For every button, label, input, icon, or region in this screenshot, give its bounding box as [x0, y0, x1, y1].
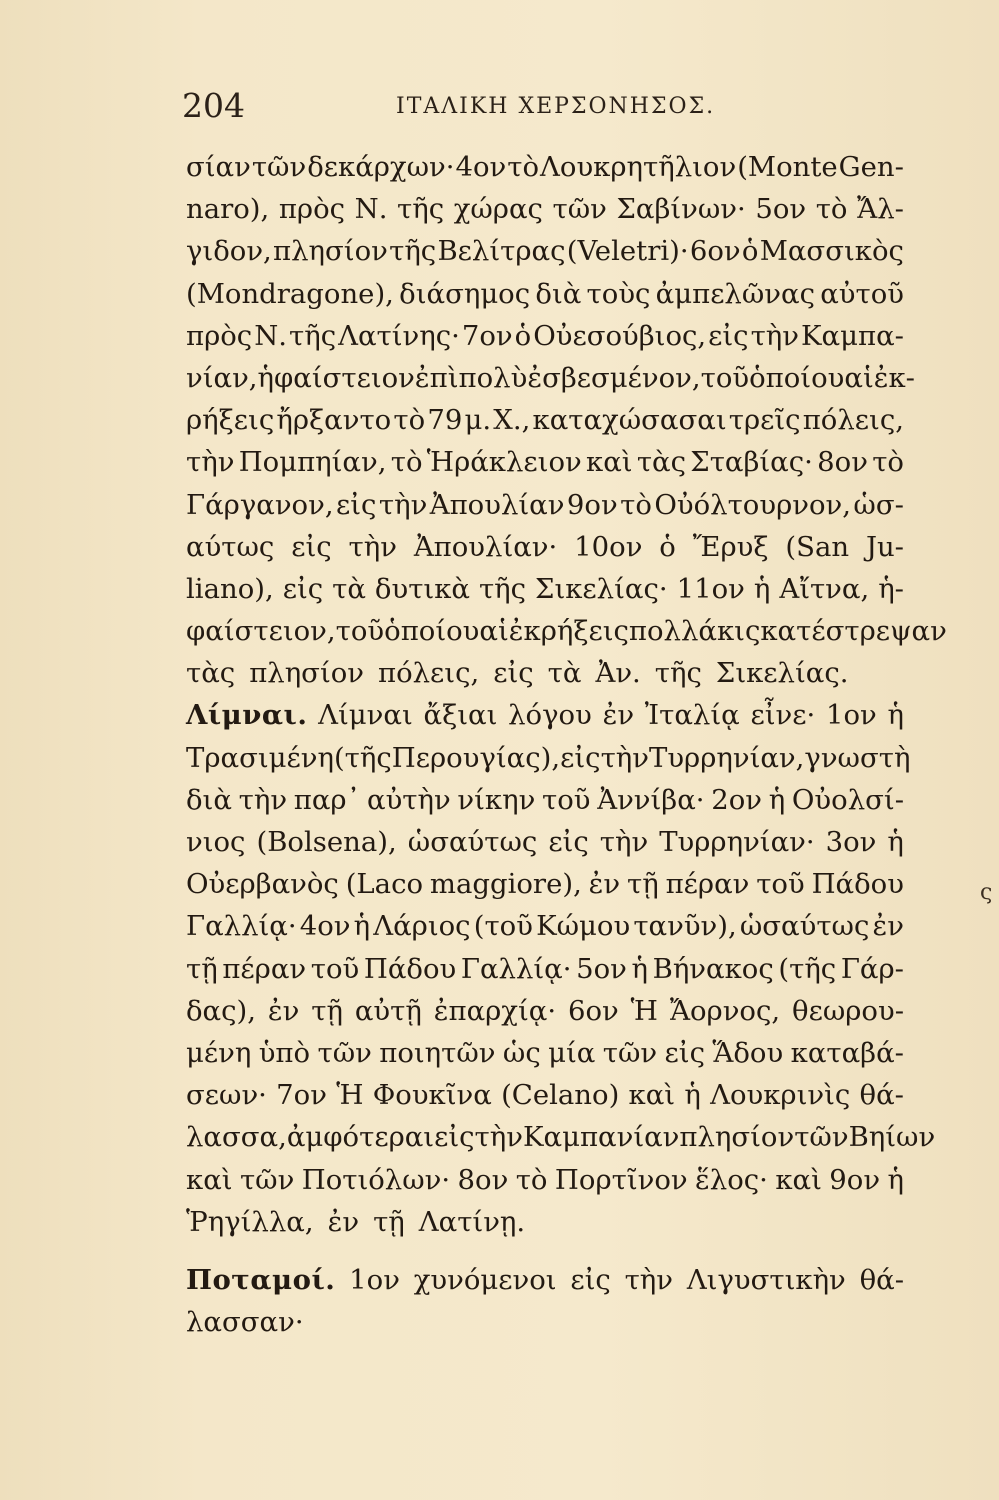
word: Ἄλ- — [857, 193, 904, 226]
word: ἐν — [872, 910, 904, 943]
text-line — [186, 1074, 904, 1116]
word: τὴν — [348, 530, 397, 563]
word: εἰς — [291, 530, 332, 563]
word: Βελίτρας — [437, 235, 566, 268]
word: πρὸς — [278, 193, 346, 226]
word: Ἔρυξ — [692, 530, 769, 563]
word: Ἀπουλίαν· — [413, 530, 558, 563]
word: ἀμφότεραι — [286, 1121, 435, 1154]
word: μένη — [186, 1036, 252, 1069]
text-line — [186, 610, 947, 652]
text-line — [186, 188, 904, 230]
word: τὴν — [238, 783, 288, 816]
word: τοὺς — [586, 277, 651, 310]
word: πρὸς — [186, 319, 253, 352]
word: κατέστρεψαν — [760, 615, 947, 648]
word: Οὐολσί- — [791, 783, 904, 816]
word: πλησίον — [679, 1121, 795, 1154]
word: (Celano) — [501, 1079, 620, 1112]
word: ἐν — [327, 1205, 360, 1238]
word: πέραν — [222, 952, 307, 985]
word: δυτικὰ — [374, 572, 470, 605]
word: τὸ — [872, 446, 904, 479]
word: τὸ — [390, 446, 423, 479]
word: ρήξεις — [186, 404, 275, 437]
word: ἐπαρχίᾳ· — [433, 994, 557, 1027]
word-gap — [314, 1201, 328, 1243]
word: Γαλλίᾳ· — [186, 910, 297, 943]
word: Ju- — [865, 530, 904, 563]
word: ἡ — [631, 952, 648, 985]
word: Πάδου — [811, 868, 904, 901]
word: Ἄορνος, — [669, 994, 781, 1027]
word: Ἅδου — [712, 1036, 784, 1069]
word: πλησίον — [249, 657, 364, 690]
word: Ἀν. — [595, 657, 641, 690]
word: 5ον — [755, 193, 807, 226]
word-gap — [405, 1201, 419, 1243]
word: Ποτιόλων· — [301, 1163, 451, 1196]
word: Ν. — [354, 193, 388, 226]
text-line — [186, 1201, 904, 1243]
word: Λατίνῃ. — [418, 1205, 526, 1238]
word: τῆς — [478, 572, 527, 605]
word: τὸ — [515, 1163, 548, 1196]
page-header — [182, 86, 912, 126]
word: ἡ — [684, 1079, 701, 1112]
word: τῇ — [627, 868, 659, 901]
word: (τῆς — [778, 952, 837, 985]
word: 6ον — [567, 994, 619, 1027]
word: (Bolsena), — [256, 826, 397, 858]
word: εἰς — [282, 572, 324, 605]
word: ἐν — [588, 868, 621, 901]
word: ἡ — [887, 699, 904, 732]
word: Οὐερβανὸς — [186, 868, 339, 901]
word-gap — [581, 652, 595, 694]
word: Τυρρηνίαν· — [659, 826, 815, 858]
word: λασσαν· — [186, 1306, 304, 1339]
text-line — [186, 315, 904, 357]
word: ἡ — [768, 783, 786, 816]
word: αὐτὴν — [367, 783, 451, 816]
word: αὐτῇ — [354, 994, 422, 1027]
word: τοῦ — [310, 952, 360, 985]
word: maggiore), — [429, 868, 582, 901]
word: ἡ — [753, 572, 771, 605]
word: ἡ — [353, 910, 371, 943]
word: σίαν — [186, 151, 251, 183]
word: 5ον — [576, 952, 627, 985]
word: ἐσβεσμένον, — [527, 361, 701, 394]
word: θά- — [859, 1079, 904, 1112]
word: (Laco — [345, 868, 424, 901]
word: τανῦν), — [633, 910, 737, 943]
word: τῆς — [289, 319, 337, 352]
word: Βηίων — [848, 1121, 936, 1154]
word-gap — [479, 652, 493, 694]
running-title: ΙΤΑΛΙΚΗ ΧΕΡΣΟΝΗΣΟΣ. — [396, 94, 716, 119]
word: αὐτοῦ — [820, 277, 904, 310]
word: εἰς — [548, 826, 589, 858]
word: παρ᾽ — [293, 783, 361, 816]
word: τὴν — [600, 741, 649, 774]
word: Ῥηγίλλα, — [186, 1205, 314, 1238]
word: ἐκρήξεις — [508, 615, 629, 648]
word: ὑπὸ — [258, 1036, 311, 1069]
word: πόλεις, — [378, 657, 480, 690]
word: τῶν — [317, 1036, 372, 1069]
word: σεων· — [186, 1079, 267, 1112]
margin-mark: ς — [980, 880, 993, 905]
word: Gen- — [838, 151, 904, 183]
word: νιος — [186, 826, 246, 858]
word: Πορτῖνον — [554, 1163, 688, 1196]
word: τοῦ — [335, 615, 385, 648]
word: Σικελίας. — [715, 657, 849, 690]
word-gap — [534, 652, 548, 694]
text-line — [186, 821, 904, 863]
word: Λίμναι — [318, 699, 413, 732]
word: Ἡ — [336, 1079, 364, 1112]
word: ὁποίου — [749, 361, 845, 394]
text-line — [186, 1032, 904, 1074]
word: 9ον — [566, 488, 618, 521]
word-gap — [641, 652, 655, 694]
lakes-paragraph-line — [186, 694, 904, 736]
word: εἰς — [434, 1121, 475, 1154]
word: τὸ — [620, 488, 652, 521]
word: ἐκ- — [873, 361, 915, 394]
word-gap — [702, 652, 716, 694]
word: naro), — [186, 193, 270, 226]
word: Φουκῖνα — [372, 1079, 492, 1112]
word: τῶν — [239, 1163, 295, 1196]
word: χυνόμενοι — [413, 1263, 557, 1296]
word: 3ον — [825, 826, 877, 858]
word: ἐπὶ — [414, 361, 459, 394]
word: τῆς — [397, 193, 445, 226]
word: εἰς — [560, 741, 601, 774]
word-gap — [235, 652, 249, 694]
word: τῇ — [373, 1205, 405, 1238]
word: εἰς — [664, 1036, 705, 1069]
word: εἶνε· — [750, 699, 816, 732]
word: νίαν, — [186, 361, 258, 394]
word: Ἀπουλίαν — [429, 488, 565, 521]
word: εἰς — [570, 1263, 611, 1296]
text-line — [186, 990, 904, 1032]
word: τὴν — [378, 488, 428, 521]
word: τῶν — [251, 151, 307, 183]
word: Βήνακος — [652, 952, 774, 985]
word: πολὺ — [458, 361, 528, 394]
word: ἕλος· — [695, 1163, 768, 1196]
word: liano), — [186, 572, 274, 605]
word: Γάργανον, — [186, 488, 334, 521]
text-line — [186, 652, 904, 694]
text-line — [186, 779, 904, 821]
word: Οὐόλτουρνον, — [654, 488, 851, 521]
word: Γαλλίᾳ· — [460, 952, 572, 985]
word: Λάριος — [373, 910, 471, 943]
word: διάσημος — [399, 277, 531, 310]
word: ἡ- — [878, 572, 904, 605]
word: Ν. — [254, 319, 288, 352]
word: τῆς — [654, 657, 702, 690]
word: 8ον — [817, 446, 868, 479]
text-line — [186, 146, 904, 188]
word: τῆς — [389, 235, 437, 268]
word: (Mondragone), — [186, 277, 394, 310]
word: ὡσ- — [853, 488, 904, 521]
word: ὁ — [514, 319, 532, 352]
word: ὁ — [659, 530, 676, 563]
word: πέραν — [665, 868, 750, 901]
word: 8ον — [457, 1163, 509, 1196]
text-line — [186, 737, 911, 779]
word: τὴν — [599, 826, 649, 858]
text-line — [186, 1159, 904, 1201]
word: τῇ — [311, 994, 343, 1027]
word: εἰς — [708, 319, 749, 352]
word: τὰς — [186, 657, 236, 690]
word: Οὐεσούβιος, — [533, 319, 707, 352]
word: ἄξιαι — [423, 699, 498, 732]
word: πλησίον — [273, 235, 388, 268]
word: διὰ — [535, 277, 582, 310]
word: Λίμναι. — [186, 699, 308, 732]
word: ἤρξαντο — [276, 404, 392, 437]
word-gap — [364, 652, 378, 694]
word: Λατίνης· — [338, 319, 460, 352]
word: Τρασιμένη — [186, 741, 334, 774]
word: ἡ — [887, 1163, 904, 1196]
word: Λουκρητῆλιον — [540, 151, 737, 183]
word: διὰ — [186, 783, 232, 816]
rivers-paragraph-line — [186, 1259, 904, 1301]
word: Γάρ- — [840, 952, 904, 985]
word-gap — [359, 1201, 373, 1243]
word: ὡσαύτως — [407, 826, 538, 858]
word: 9ον — [829, 1163, 881, 1196]
word: καὶ — [186, 1163, 233, 1196]
word: ἐν — [267, 994, 300, 1027]
word: πολλάκις — [628, 615, 761, 648]
word: μ. — [464, 404, 492, 437]
word: καὶ — [628, 1079, 676, 1112]
word: 11ον — [676, 572, 745, 605]
word: (Monte — [737, 151, 838, 183]
word: τοῦ — [756, 868, 805, 901]
word: 10ον — [574, 530, 643, 563]
word: Περουγίας), — [391, 741, 561, 774]
word: (San — [785, 530, 850, 563]
word: Σταβίας· — [690, 446, 813, 479]
word: Λουκρινὶς — [710, 1079, 851, 1112]
word: ὁποίου — [384, 615, 480, 648]
word: Ποταμοί. — [186, 1263, 336, 1296]
word: ποιητῶν — [379, 1036, 496, 1069]
word: ἐν — [602, 699, 635, 732]
word: Πομπηίαν, — [238, 446, 387, 479]
word: (τῆς — [333, 741, 392, 774]
word: Ἡράκλειον — [426, 446, 582, 479]
word: (τοῦ — [473, 910, 533, 943]
word: ἡφαίστειον — [257, 361, 415, 394]
word: λασσα, — [186, 1121, 287, 1154]
word: αύτως — [186, 530, 275, 563]
text-line — [186, 1301, 904, 1343]
word: λόγου — [508, 699, 592, 732]
word: τρεῖς — [728, 404, 801, 437]
word: δεκάρχων· — [307, 151, 455, 183]
body-text — [186, 146, 947, 1343]
word: καὶ — [586, 446, 633, 479]
text-line — [186, 399, 904, 441]
word: τὴν — [750, 319, 800, 352]
word: τῶν — [794, 1121, 849, 1154]
word: τὴν — [624, 1263, 674, 1296]
word: εἰς — [336, 488, 377, 521]
word: τῶν — [602, 1036, 658, 1069]
word: Καμπανίαν — [522, 1121, 680, 1154]
word: ὡσαύτως — [739, 910, 870, 943]
word: τῇ — [186, 952, 218, 985]
word: Σικελίας· — [535, 572, 668, 605]
word: νίκην — [457, 783, 536, 816]
word: τὴν — [186, 446, 235, 479]
word: καταχώσασαι — [532, 404, 727, 437]
word: 4ον — [299, 910, 351, 943]
word: εἰς — [493, 657, 534, 690]
word: (Veletri)· — [566, 235, 689, 268]
text-line — [186, 948, 904, 990]
text-line — [186, 863, 904, 905]
text-line — [186, 526, 904, 568]
word: 4ον — [455, 151, 507, 183]
word: 2ον — [711, 783, 762, 816]
word: αἱ — [844, 361, 874, 394]
text-line — [186, 357, 915, 399]
word: Ἰταλίᾳ — [644, 699, 740, 732]
text-line — [186, 230, 904, 272]
word: 7ον — [276, 1079, 327, 1112]
word: Ἡ — [630, 994, 658, 1027]
word: τοῦ — [542, 783, 591, 816]
word: Σαβίνων· — [616, 193, 746, 226]
word: τὴν — [474, 1121, 523, 1154]
word: γιδον, — [186, 235, 272, 268]
word: τὰ — [332, 572, 366, 605]
word: θά- — [859, 1263, 904, 1296]
word: μία — [548, 1036, 596, 1069]
word: τὸ — [815, 193, 848, 226]
word: αἱ — [479, 615, 509, 648]
word: 79 — [427, 404, 463, 437]
word: Ἀννίβα· — [597, 783, 705, 816]
word: ὡς — [502, 1036, 541, 1069]
word: ἀμπελῶνας — [655, 277, 815, 310]
word: θεωρου- — [792, 994, 904, 1027]
text-line — [186, 273, 904, 315]
word: Τυρρηνίαν, — [648, 741, 805, 774]
text-line — [186, 441, 904, 483]
word: τὸ — [507, 151, 540, 183]
word: καὶ — [775, 1163, 822, 1196]
text-line — [186, 905, 904, 947]
word: ἡ — [887, 826, 904, 858]
word: Κώμου — [536, 910, 631, 943]
word: τὰς — [636, 446, 686, 479]
word: γνωστὴ — [804, 741, 911, 774]
word: τῶν — [552, 193, 607, 226]
page-number: 204 — [182, 86, 245, 125]
word: 1ον — [349, 1263, 400, 1296]
word: φαίστειον, — [186, 615, 336, 648]
word: 1ον — [825, 699, 877, 732]
text-line — [186, 1116, 936, 1158]
paragraph-spacer — [186, 1243, 904, 1259]
word: Πάδου — [363, 952, 457, 985]
word: τοῦ — [700, 361, 750, 394]
word: Καμπα- — [801, 319, 904, 352]
word: 7ον — [461, 319, 513, 352]
word: τὰ — [547, 657, 582, 690]
word: Αἴτνα, — [779, 572, 870, 605]
word: Χ., — [493, 404, 531, 437]
word: 6ον — [689, 235, 741, 268]
text-line — [186, 484, 904, 526]
text-line — [186, 568, 904, 610]
word: δας), — [186, 994, 256, 1027]
word: πόλεις, — [802, 404, 904, 437]
word: ὁ — [741, 235, 759, 268]
word: χώρας — [453, 193, 543, 226]
word: τὸ — [393, 404, 426, 437]
word: Μασσικὸς — [759, 235, 904, 268]
word: καταβά- — [790, 1036, 904, 1069]
word: Λιγυστικὴν — [686, 1263, 846, 1296]
